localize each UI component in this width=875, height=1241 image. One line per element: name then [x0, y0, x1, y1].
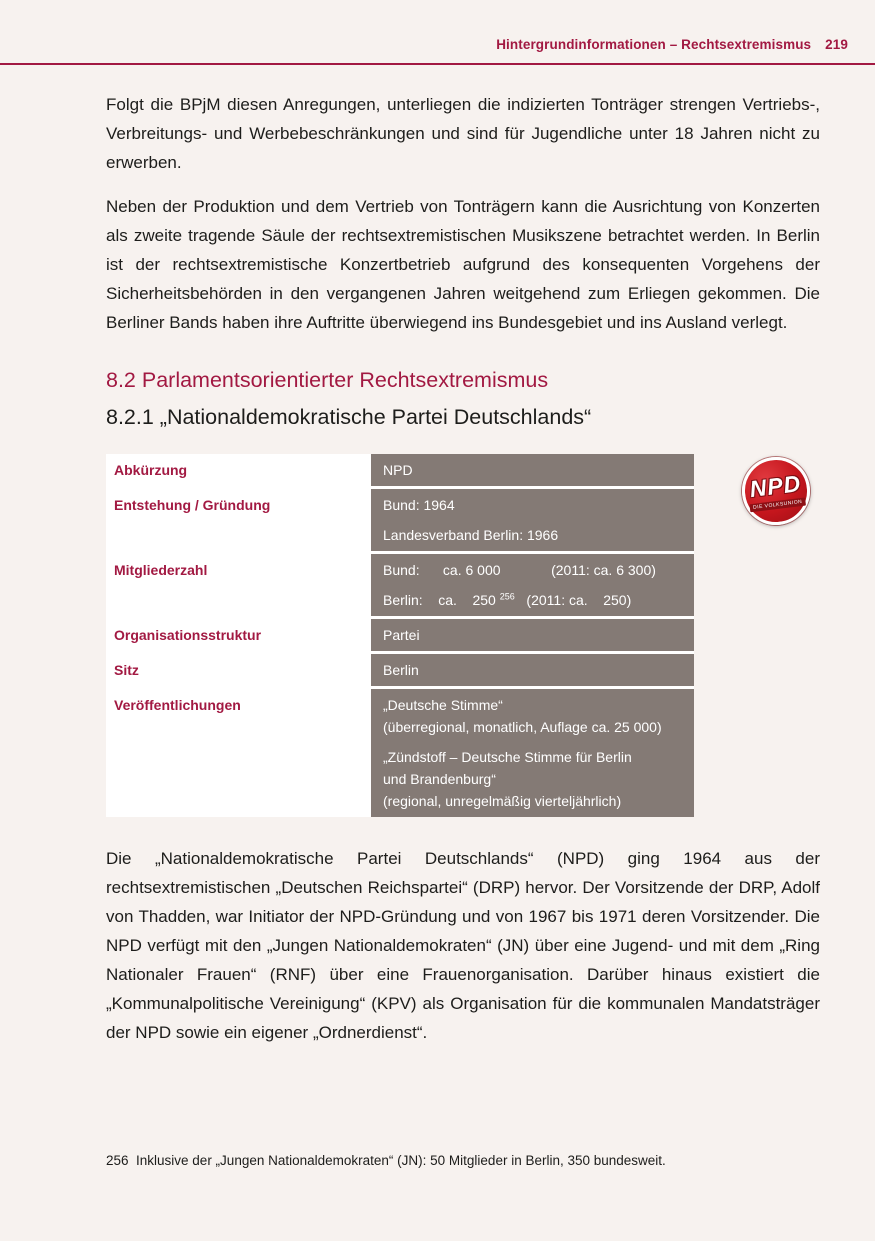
table-value-line: „Zündstoff – Deutsche Stimme für Berlin — [383, 749, 632, 765]
running-header-title: Hintergrundinformationen – Rechtsextremismus — [496, 37, 812, 52]
page-number: 219 — [825, 37, 848, 52]
table-row — [106, 554, 694, 616]
table-row-label: Mitgliederzahl — [106, 554, 371, 616]
table-row — [106, 689, 694, 817]
table-row — [106, 654, 694, 686]
section-heading: 8.2 Parlamentsorientierter Rechtsextremismus — [106, 368, 549, 392]
paragraph-intro-2: Neben der Produktion und dem Vertrieb von Tonträgern kann die Ausrichtung von Konzerten als zweite tragende Säule der rechtsextremistischen Musikszene betrachtet werden. In Berlin ist der rechtsextremistische Konzertbetrieb aufgrund des konsequenten Vorgehens der Sicherheitsbehörden in den vergangenen Jahren weitgehend zum Erliegen gekommen. Die Berliner Bands haben ihre Auftritte überwiegend ins Bundesgebiet und ins Ausland verlegt. — [106, 197, 820, 332]
table-row — [106, 454, 694, 486]
table-line-spacer — [383, 738, 682, 746]
table-value-line: (überregional, monatlich, Auflage ca. 25 000) — [383, 719, 662, 735]
table-line-spacer — [383, 581, 682, 589]
table-value-line: Berlin — [383, 662, 419, 678]
npd-logo-banner: DIE VOLKSUNION — [750, 498, 806, 513]
table-value-line: NPD — [383, 462, 413, 478]
table-value-line: Bund: ca. 6 000 (2011: ca. 6 300) — [383, 562, 656, 578]
paragraph-npd-history: Die „Nationaldemokratische Partei Deutschlands“ (NPD) ging 1964 aus der rechtsextremistischen „Deutschen Reichspartei“ (DRP) hervor. Der Vorsitzende der DRP, Adolf von Thadden, war Initiator der NPD-Gründung und von 1967 bis 1971 deren Vorsitzender. Die NPD verfügt mit den „Jungen Nationaldemokraten“ (JN) über eine Jugend- und mit dem „Ring Nationaler Frauen“ (RNF) über eine Frauenorganisation. Darüber hinaus existiert die „Kommunalpolitische Vereinigung“ (KPV) als Organisation für die kommunalen Mandatsträger der NPD sowie ein eigener „Ordnerdienst“. — [106, 849, 820, 1042]
table-line-spacer — [383, 516, 682, 524]
table-value-line: Landesverband Berlin: 1966 — [383, 527, 559, 543]
footnote-ref-256: 256 — [499, 591, 515, 602]
table-value-line: Berlin: ca. 250 $^{256}$ (2011: ca. 250) — [383, 591, 632, 608]
table-value-line: „Deutsche Stimme“ — [383, 697, 503, 713]
table-row — [106, 489, 694, 551]
table-row-label: Abkürzung — [106, 454, 371, 486]
table-row-value — [371, 454, 694, 486]
page-content — [0, 65, 875, 1047]
npd-table — [106, 454, 694, 817]
npd-table-wrap — [106, 454, 820, 817]
table-row-label: Organisationsstruktur — [106, 619, 371, 651]
table-value-line: Bund: 1964 — [383, 497, 455, 513]
table-value-line: (regional, unregelmäßig vierteljährlich) — [383, 793, 622, 809]
table-row-label: Sitz — [106, 654, 371, 686]
table-row-value — [371, 489, 694, 551]
npd-logo-text: NPD — [748, 469, 803, 503]
subsection-heading: 8.2.1 „Nationaldemokratische Partei Deutschlands“ — [106, 405, 592, 429]
table-row-label: Veröffentlichungen — [106, 689, 371, 817]
table-value-line: und Brandenburg“ — [383, 771, 496, 787]
table-value-line: Partei — [383, 627, 420, 643]
paragraph-intro-1: Folgt die BPjM diesen Anregungen, unterliegen die indizierten Tonträger strengen Vertriebs-, Verbreitungs- und Werbebeschränkungen und sind für Jugendliche unter 18 Jahren nicht zu erwerben. — [106, 95, 820, 172]
table-row-value — [371, 654, 694, 686]
table-row-value — [371, 554, 694, 616]
table-row-value — [371, 689, 694, 817]
npd-logo — [738, 453, 814, 529]
table-row-value — [371, 619, 694, 651]
table-row — [106, 619, 694, 651]
footnote-256: 256 Inklusive der „Jungen Nationaldemokraten“ (JN): 50 Mitglieder in Berlin, 350 bundesweit. — [106, 1153, 666, 1168]
page-header — [0, 0, 875, 65]
table-row-label: Entstehung / Gründung — [106, 489, 371, 551]
